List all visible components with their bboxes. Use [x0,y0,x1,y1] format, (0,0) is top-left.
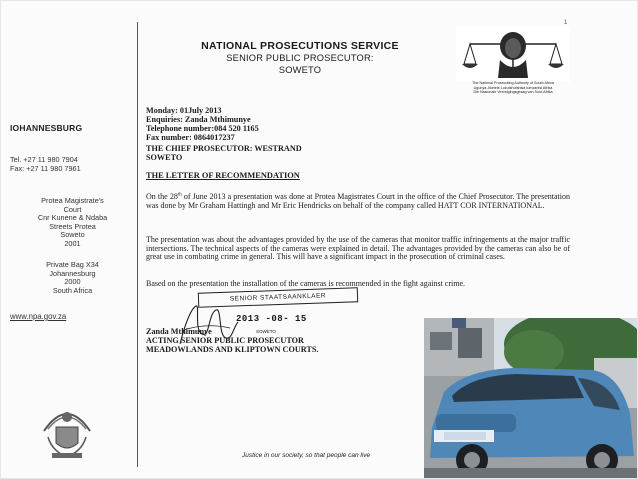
sidebar-fax: Fax: +27 11 980 7961 [10,163,81,173]
letter-footer: Justice in our society, so that people can live [242,452,371,459]
coat-of-arms-icon [34,403,100,461]
page-number: 1 [564,20,568,26]
signatory-name: Zanda Mthimunye [146,327,212,336]
address-line: Court [63,204,82,214]
paragraph-2: The presentation was about the advantages provided by the use of the cameras that monitor traffic infringements at the major traffic intersections. The technical aspects of the cameras were explained in detail. The advantages provided by the cameras can also be of great use in combating crime in general. This will have a significant impact in the prosecution of criminal cases. [146,235,570,262]
logo-caption [456,81,570,95]
sidebar-website-link[interactable]: www.npa.gov.za [10,312,67,321]
stamp-title: SENIOR STAATSAANKLAER [198,287,358,308]
postal-line: 2000 [64,277,81,287]
postal-line: Private Bag X34 [46,260,99,269]
letter-date: Monday: 01July 2013 [146,106,222,115]
sidebar-address [10,197,135,249]
sidebar-postal [10,261,135,295]
sidebar-divider [137,22,138,467]
address-line: Protea Magistrate's [41,196,104,205]
address-line: Cnr Kunene & Ndaba [37,213,108,223]
npa-logo [456,26,570,126]
signatory-courts: MEADOWLANDS AND KLIPTOWN COURTS. [146,345,319,354]
logo-caption-line-2: Ugunya Jikelele Lokutshutshisa Iumzantsi Afrika [473,85,553,90]
recipient-line-2: SOWETO [146,153,183,163]
sidebar-contact [10,156,135,173]
sidebar-tel: Tel. +27 11 980 7904 [10,155,78,164]
letter-meta [146,106,259,142]
letter-recipient [146,144,302,163]
header-title: NATIONAL PROSECUTIONS SERVICE [201,40,399,52]
address-line: Streets Protea [49,221,96,231]
logo-caption-line-1: The National Prosecuting Authority of South Africa [472,81,554,85]
postal-line: Johannesburg [49,268,96,278]
stamp-city: SOWETO [256,329,276,334]
address-line: 2001 [64,238,81,248]
recipient-line-1: THE CHIEF PROSECUTOR: WESTRAND [146,144,302,153]
letter-fax: Fax number: 0864017237 [146,133,235,142]
paragraph-1-rest: of June 2013 a presentation was done at Protea Magistrates Court in the office of the Chief Prosecutor. The presentation was done by Mr Graham Hattingh and Mr Eric Hendricks on behalf of the company called HATT COR INTERNATIONAL. [146,192,570,210]
letter-subject: THE LETTER OF RECOMMENDATION [146,171,300,180]
paragraph-3: Based on the presentation the installation of the cameras is recommended in the fight against crime. [146,279,466,288]
car-photo [424,318,638,479]
paragraph-1-start: On the 28 [146,192,178,201]
paragraph-1-superscript: th [177,192,182,198]
letter-telephone: Telephone number:084 520 1165 [146,124,259,133]
signatory-title: ACTING SENIOR PUBLIC PROSECUTOR [146,336,304,345]
address-line: Soweto [60,230,85,240]
logo-caption-line-3: Die Nasionale Vervolgingsgesag van Suid-Afrika [473,90,553,95]
letter-enquiries: Enquiries: Zanda Mthimunye [146,115,251,124]
sidebar-city: IOHANNESBURG [10,123,83,133]
header-subtitle: SENIOR PUBLIC PROSECUTOR: [226,53,374,63]
header-location: SOWETO [278,65,322,75]
postal-line: South Africa [52,285,93,295]
paragraph-1 [146,193,570,210]
stamp-date: 2013 -08- 15 [236,314,307,324]
